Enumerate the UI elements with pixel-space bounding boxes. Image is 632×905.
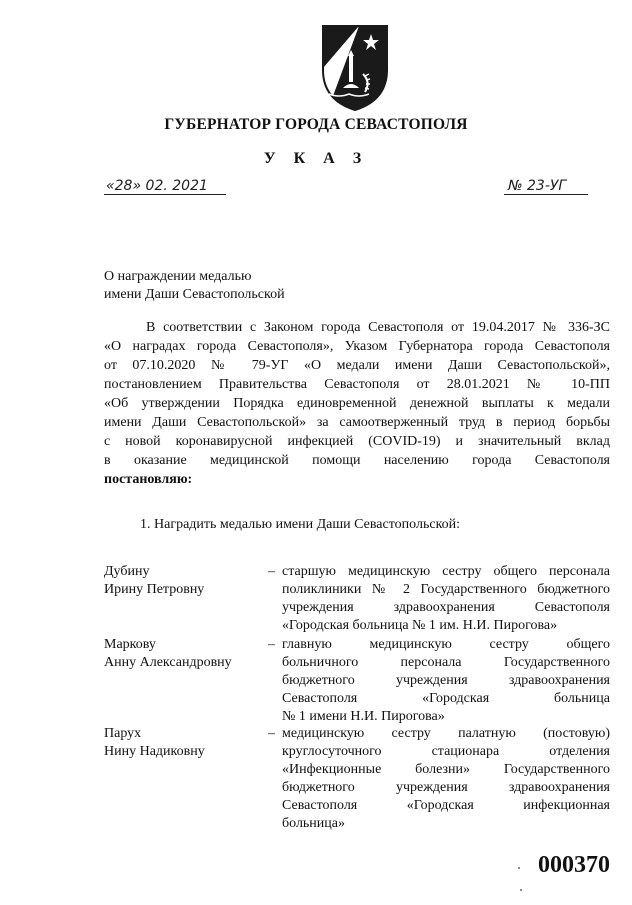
position-line: Севастополя «Городская больница [282, 691, 610, 706]
scan-speck [520, 889, 522, 891]
position-line: № 1 имени Н.И. Пирогова» [282, 709, 445, 724]
awardee-name [104, 636, 264, 672]
scan-speck [518, 867, 520, 869]
decree-word: постановляю: [104, 472, 193, 487]
awardee-position [282, 563, 610, 635]
preamble-line: В соответствии с Законом города Севастополя от 19.04.2017 № 336-ЗС [146, 320, 610, 335]
position-line: круглосуточного стационара отделения [282, 744, 610, 759]
sevastopol-coat-of-arms-icon [319, 22, 391, 112]
date-value: «28» 02. 2021 [104, 178, 226, 195]
awardee-given-names: Анну Александровну [104, 655, 232, 670]
preamble-line: с новой коронавирусной инфекцией (COVID-19) и значительный вклад [104, 434, 610, 449]
preamble-line: постановлением Правительства Севастополя от 28.01.2021 № 10-ПП [104, 377, 610, 392]
preamble-line: в оказание медицинской помощи населению города Севастополя [104, 453, 610, 468]
dash: – [268, 564, 275, 579]
document-type: У К А З [263, 150, 369, 167]
decree-subject [104, 268, 285, 304]
decree-number [504, 178, 588, 195]
decree-word-line [104, 470, 610, 489]
position-line: «Инфекционные болезни» Государственного [282, 762, 610, 777]
awardee-position [282, 636, 610, 726]
number-value: № 23-УГ [504, 178, 588, 195]
subject-line: О награждении медалью [104, 269, 252, 284]
awardee-given-names: Нину Надиковну [104, 744, 205, 759]
awardee-surname: Маркову [104, 637, 156, 652]
dash: – [268, 637, 275, 652]
subject-line: имени Даши Севастопольской [104, 287, 285, 302]
awardee-given-names: Ирину Петровну [104, 582, 205, 597]
preamble-line: «О наградах города Севастополя», Указом Губернатора города Севастополя [104, 339, 610, 354]
awardee-surname: Дубину [104, 564, 150, 579]
position-line: главную медицинскую сестру общего [282, 637, 610, 652]
awardee-name [104, 725, 264, 761]
position-line: поликлиники № 2 Государственного бюджетного [282, 582, 610, 597]
position-line: бюджетного учреждения здравоохранения [282, 673, 610, 688]
position-line: больничного персонала Государственного [282, 655, 610, 670]
awardee-surname: Парух [104, 726, 142, 741]
position-line: «Городская больница № 1 им. Н.И. Пирогова» [282, 618, 558, 633]
position-line: учреждения здравоохранения Севастополя [282, 600, 610, 615]
preamble [104, 318, 610, 489]
preamble-line: «Об утверждении Порядка единовременной денежной выплаты к медали [104, 396, 610, 411]
awardee-name [104, 563, 264, 599]
position-line: больница» [282, 816, 345, 831]
award-clause: 1. Наградить медалью имени Даши Севастопольской: [140, 517, 461, 532]
dash: – [268, 726, 275, 741]
position-line: старшую медицинскую сестру общего персонала [282, 564, 610, 579]
preamble-line: от 07.10.2020 № 79-УГ «О медали имени Даши Севастопольской», [104, 358, 610, 373]
issuer-title: ГУБЕРНАТОР ГОРОДА СЕВАСТОПОЛЯ [164, 116, 468, 133]
position-line: Севастополя «Городская инфекционная [282, 798, 610, 813]
decree-date [104, 178, 226, 195]
position-line: медицинскую сестру палатную (постовую) [282, 726, 610, 741]
awardee-position [282, 725, 610, 833]
position-line: бюджетного учреждения здравоохранения [282, 780, 610, 795]
form-serial-number: 000370 [538, 852, 610, 878]
preamble-line: имени Даши Севастопольской» за самоотверженный труд в период борьбы [104, 415, 610, 430]
